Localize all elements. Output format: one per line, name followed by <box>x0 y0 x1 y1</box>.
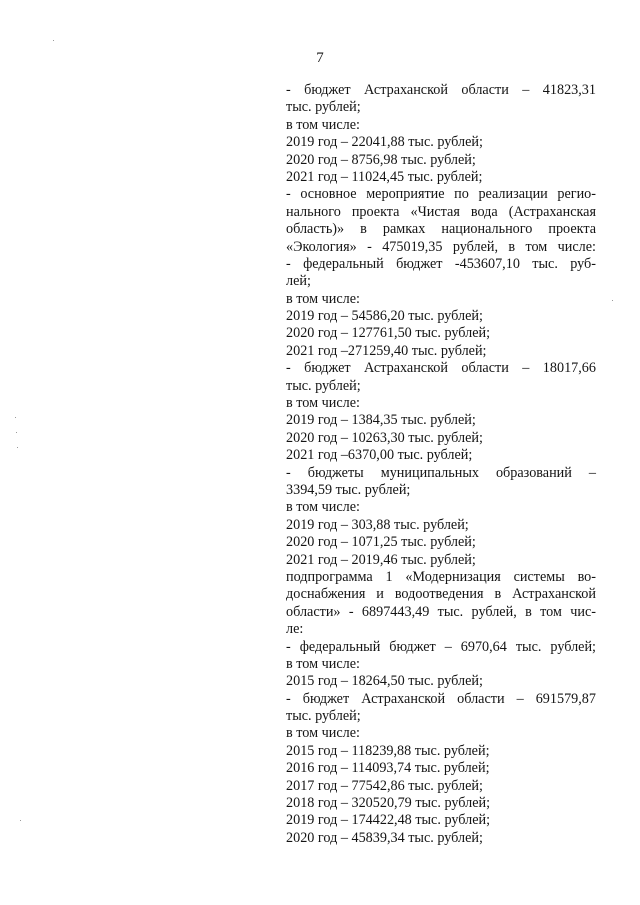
text-line: область)» в рамках национального проекта <box>286 221 596 238</box>
text-line: нального проекта «Чистая вода (Астраханская <box>286 203 596 220</box>
text-line: 2020 год – 8756,98 тыс. рублей; <box>286 151 476 168</box>
text-line: - бюджет Астраханской области – 691579,87 <box>286 690 596 707</box>
text-line: 2020 год – 45839,34 тыс. рублей; <box>286 829 483 846</box>
text-line: 2016 год – 114093,74 тыс. рублей; <box>286 760 490 777</box>
page-number: 7 <box>316 50 324 66</box>
text-line: ле: <box>286 621 304 638</box>
text-line: 2020 год – 1071,25 тыс. рублей; <box>286 534 476 551</box>
scan-speck <box>20 820 21 821</box>
text-line: - федеральный бюджет -453607,10 тыс. руб- <box>286 255 596 272</box>
text-line: 2019 год – 1384,35 тыс. рублей; <box>286 412 476 429</box>
text-line: - основное мероприятие по реализации регио- <box>286 186 596 203</box>
text-line: 2021 год –271259,40 тыс. рублей; <box>286 342 487 359</box>
text-line: в том числе: <box>286 655 360 672</box>
scan-speck <box>16 432 17 433</box>
text-line: - федеральный бюджет – 6970,64 тыс. рублей; <box>286 638 596 655</box>
scan-speck <box>15 417 16 418</box>
text-line: - бюджет Астраханской области – 18017,66 <box>286 360 596 377</box>
text-line: 2019 год – 174422,48 тыс. рублей; <box>286 812 491 829</box>
text-line: тыс. рублей; <box>286 377 361 394</box>
text-line: в том числе: <box>286 290 360 307</box>
text-line: в том числе: <box>286 116 360 133</box>
text-line: - бюджет Астраханской области – 41823,31 <box>286 82 596 98</box>
text-line: 2020 год – 127761,50 тыс. рублей; <box>286 325 491 342</box>
text-line: области» - 6897443,49 тыс. рублей, в том чис- <box>286 603 596 620</box>
text-column <box>286 82 596 847</box>
text-line: в том числе: <box>286 395 360 412</box>
text-line: лей; <box>286 273 311 290</box>
text-line: 2019 год – 22041,88 тыс. рублей; <box>286 134 483 151</box>
scan-speck <box>612 300 613 301</box>
text-line: в том числе: <box>286 499 360 516</box>
text-line: 2019 год – 303,88 тыс. рублей; <box>286 516 469 533</box>
text-line: 2018 год – 320520,79 тыс. рублей; <box>286 795 491 812</box>
text-line: тыс. рублей; <box>286 99 361 116</box>
text-line: тыс. рублей; <box>286 708 361 725</box>
text-line: 2021 год – 11024,45 тыс. рублей; <box>286 168 483 185</box>
text-line: в том числе: <box>286 725 360 742</box>
text-line: 3394,59 тыс. рублей; <box>286 481 411 498</box>
text-line: 2021 год – 2019,46 тыс. рублей; <box>286 551 476 568</box>
text-line: - бюджеты муниципальных образований – <box>286 464 596 481</box>
scan-speck <box>17 447 18 448</box>
text-line: доснабжения и водоотведения в Астраханской <box>286 586 596 603</box>
text-line: 2017 год – 77542,86 тыс. рублей; <box>286 777 483 794</box>
text-line: 2021 год –6370,00 тыс. рублей; <box>286 447 473 464</box>
text-line: «Экология» - 475019,35 рублей, в том числе: <box>286 238 596 255</box>
text-line: 2015 год – 18264,50 тыс. рублей; <box>286 673 483 690</box>
text-line: подпрограмма 1 «Модернизация системы во- <box>286 568 596 585</box>
text-line: 2020 год – 10263,30 тыс. рублей; <box>286 429 483 446</box>
scan-speck <box>53 40 54 41</box>
text-line: 2015 год – 118239,88 тыс. рублей; <box>286 742 490 759</box>
text-line: 2019 год – 54586,20 тыс. рублей; <box>286 308 483 325</box>
